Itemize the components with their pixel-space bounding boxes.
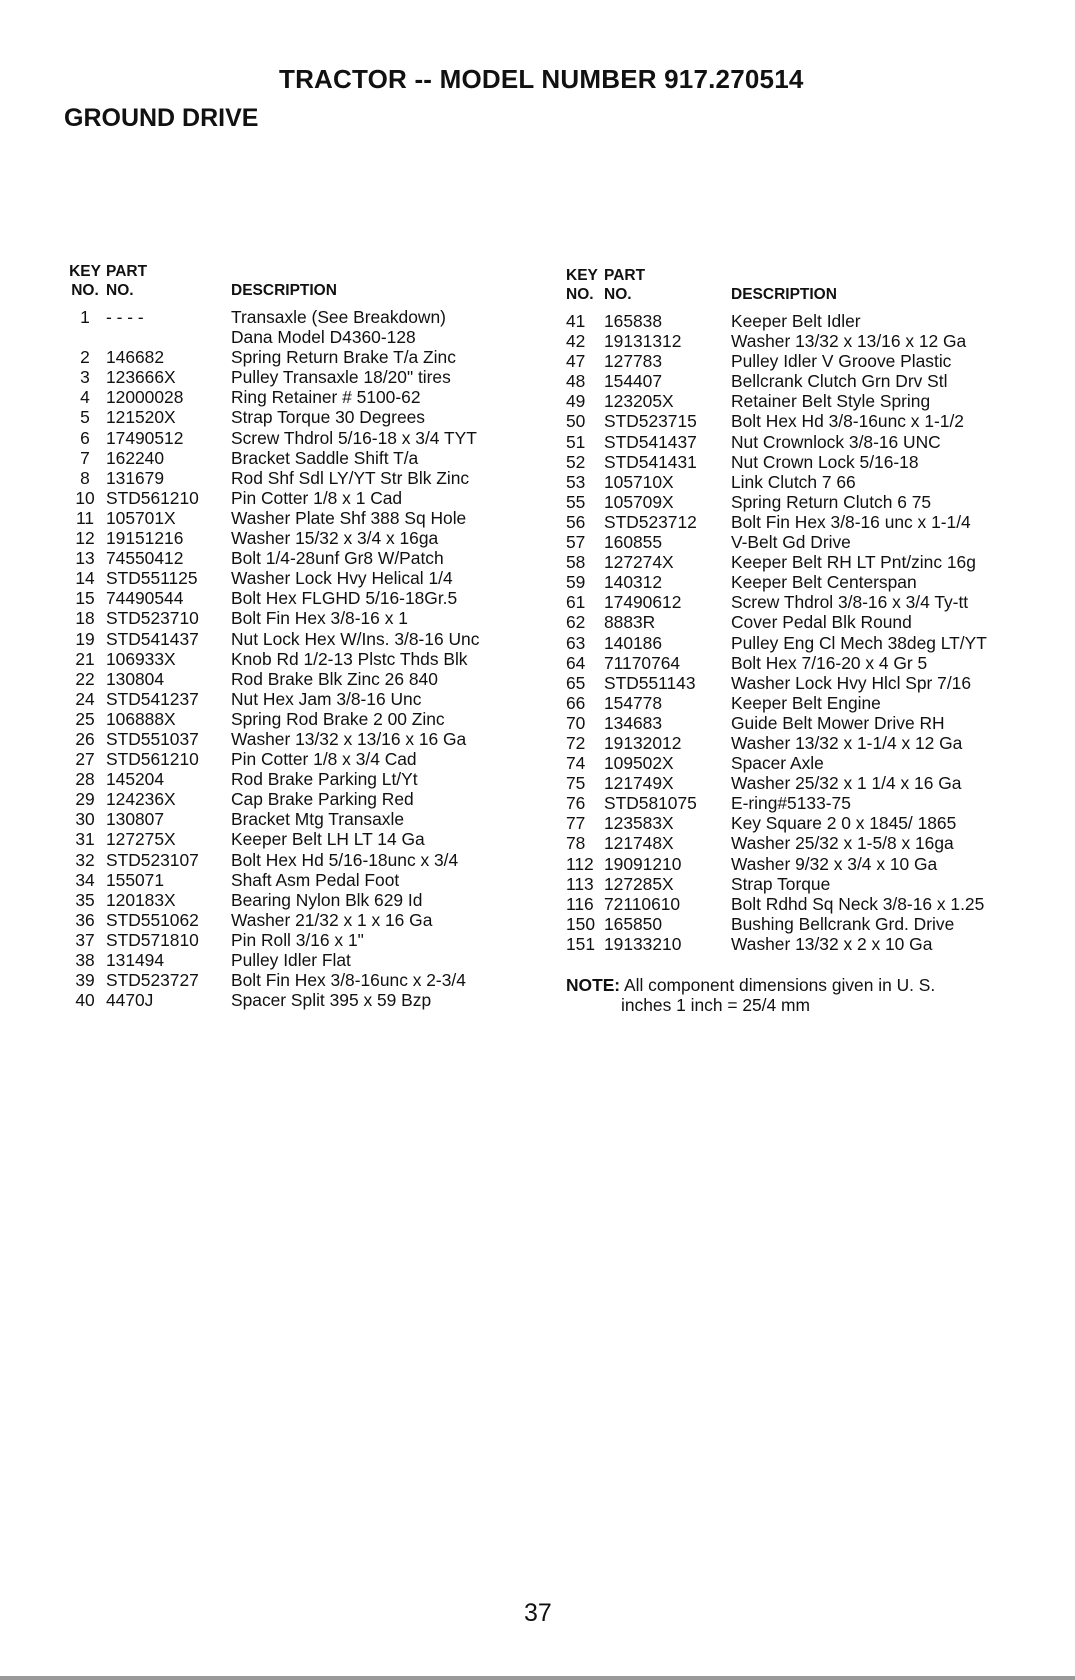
part-number: 19091210 xyxy=(604,853,682,874)
table-row xyxy=(566,713,1021,733)
section-title: GROUND DRIVE xyxy=(64,104,259,132)
key-number: 28 xyxy=(75,769,95,790)
table-row xyxy=(566,773,1021,793)
part-description: Bolt 1/4-28unf Gr8 W/Patch xyxy=(231,548,444,569)
part-number: STD523107 xyxy=(106,849,199,870)
part-description: Rod Brake Blk Zinc 26 840 xyxy=(231,668,438,689)
part-description: Pulley Eng Cl Mech 38deg LT/YT xyxy=(731,632,987,653)
key-number: 30 xyxy=(75,809,95,830)
part-number: 19132012 xyxy=(604,732,682,753)
key-number: 47 xyxy=(566,351,586,372)
part-number: 127783 xyxy=(604,351,663,372)
part-number: STD523710 xyxy=(106,608,199,629)
note-line-1: All component dimensions given in U. S. xyxy=(623,975,936,995)
key-number: 25 xyxy=(75,708,95,729)
table-row xyxy=(566,894,1021,914)
part-number: 121748X xyxy=(604,833,674,854)
table-row xyxy=(64,407,531,427)
part-number: 71170764 xyxy=(604,652,681,673)
table-row xyxy=(566,432,1021,452)
table-row xyxy=(566,693,1021,713)
part-number: 19151216 xyxy=(106,528,184,549)
key-number: 58 xyxy=(566,552,586,573)
key-number: 29 xyxy=(75,789,95,810)
key-number: 53 xyxy=(566,471,586,492)
part-number: STD551062 xyxy=(106,909,199,930)
part-description: Spring Return Brake T/a Zinc xyxy=(231,347,456,368)
key-no-header: KEY xyxy=(69,263,101,280)
part-number: STD561210 xyxy=(106,487,199,508)
key-number: 27 xyxy=(75,749,95,770)
part-description: Spring Rod Brake 2 00 Zinc xyxy=(231,708,445,729)
key-number: 11 xyxy=(75,507,95,528)
table-row xyxy=(566,391,1021,411)
part-description: Retainer Belt Style Spring xyxy=(731,391,931,412)
part-number: 127274X xyxy=(604,552,674,573)
table-row xyxy=(64,588,531,608)
table-row xyxy=(566,452,1021,472)
table-row xyxy=(566,331,1021,351)
part-description: Washer 21/32 x 1 x 16 Ga xyxy=(231,909,433,930)
table-row xyxy=(566,874,1021,894)
part-number: 17490612 xyxy=(604,592,682,613)
key-number: 70 xyxy=(566,712,586,733)
part-description: Pulley Idler Flat xyxy=(231,950,351,970)
description-header: DESCRIPTION xyxy=(731,286,837,303)
part-description: Bolt Hex FLGHD 5/16-18Gr.5 xyxy=(231,588,458,609)
table-row xyxy=(64,729,531,749)
part-description: Keeper Belt Engine xyxy=(731,692,881,713)
description-header: DESCRIPTION xyxy=(231,282,337,299)
table-row xyxy=(64,990,531,1010)
part-description: Link Clutch 7 66 xyxy=(731,471,856,492)
part-number: 12000028 xyxy=(106,387,184,408)
table-row xyxy=(64,548,531,568)
key-number: 151 xyxy=(566,933,596,954)
key-number: 74 xyxy=(566,753,586,774)
part-number: 145204 xyxy=(106,769,165,790)
table-row xyxy=(64,669,531,689)
part-description: Washer 13/32 x 2 x 10 Ga xyxy=(731,933,933,954)
key-number: 39 xyxy=(75,970,95,991)
part-number: 165838 xyxy=(604,311,663,331)
key-number: 57 xyxy=(566,532,586,553)
table-row xyxy=(64,970,531,990)
part-description: Pin Cotter 1/8 x 1 Cad xyxy=(231,487,403,508)
part-number: 19131312 xyxy=(604,331,682,352)
part-description: Bolt Hex 7/16-20 x 4 Gr 5 xyxy=(731,652,928,673)
table-row xyxy=(566,472,1021,492)
key-number: 31 xyxy=(75,829,95,850)
part-number xyxy=(106,327,231,347)
table-row xyxy=(64,568,531,588)
table-row xyxy=(566,572,1021,592)
note-label: NOTE: xyxy=(566,975,621,995)
part-number: 124236X xyxy=(106,789,176,810)
part-description: Bushing Bellcrank Grd. Drive xyxy=(731,913,955,934)
part-number: 154407 xyxy=(604,371,663,392)
table-row xyxy=(566,753,1021,773)
key-number: 8 xyxy=(80,467,90,488)
part-description: Washer Lock Hvy Hlcl Spr 7/16 xyxy=(731,672,972,693)
key-number: 150 xyxy=(566,913,596,934)
key-number: 32 xyxy=(75,849,95,870)
table-row xyxy=(64,508,531,528)
part-description: Pin Roll 3/16 x 1" xyxy=(231,929,364,950)
key-number: 75 xyxy=(566,773,586,794)
part-description: Keeper Belt RH LT Pnt/zinc 16g xyxy=(731,552,976,573)
key-number: 41 xyxy=(566,311,586,331)
part-description: Washer 13/32 x 13/16 x 16 Ga xyxy=(231,728,467,749)
table-row xyxy=(64,468,531,488)
parts-list-right xyxy=(566,311,1021,954)
part-number: 105701X xyxy=(106,507,176,528)
key-number: 10 xyxy=(75,487,95,508)
parts-list-left xyxy=(64,307,531,1010)
table-row xyxy=(566,793,1021,813)
key-number: 24 xyxy=(75,688,95,709)
key-number: 66 xyxy=(566,692,586,713)
part-description: E-ring#5133-75 xyxy=(731,793,851,814)
table-row xyxy=(64,809,531,829)
table-row xyxy=(566,592,1021,612)
table-row xyxy=(64,850,531,870)
key-number: 49 xyxy=(566,391,586,412)
part-number: 109502X xyxy=(604,753,674,774)
key-number: 64 xyxy=(566,652,586,673)
part-description: Bracket Saddle Shift T/a xyxy=(231,447,419,468)
part-number: STD541237 xyxy=(106,688,199,709)
table-row xyxy=(64,629,531,649)
part-description: Bolt Hex Hd 3/8-16unc x 1-1/2 xyxy=(731,411,964,432)
table-row xyxy=(64,689,531,709)
key-number: 59 xyxy=(566,572,586,593)
table-row xyxy=(64,649,531,669)
table-row xyxy=(64,789,531,809)
part-number: 155071 xyxy=(106,869,165,890)
table-header-row xyxy=(566,285,1021,311)
part-description: Nut Hex Jam 3/8-16 Unc xyxy=(231,688,422,709)
page-title: TRACTOR -- MODEL NUMBER 917.270514 xyxy=(279,64,804,94)
key-number: 35 xyxy=(75,889,95,910)
table-row xyxy=(566,532,1021,552)
part-number: 131494 xyxy=(106,950,165,970)
table-row xyxy=(566,552,1021,572)
part-number: STD523712 xyxy=(604,511,697,532)
key-number: 48 xyxy=(566,371,586,392)
part-number: STD571810 xyxy=(106,929,199,950)
table-row xyxy=(566,311,1021,331)
part-number: 106933X xyxy=(106,648,176,669)
key-no-header: NO. xyxy=(71,282,99,299)
table-row xyxy=(64,307,531,327)
dimension-note xyxy=(566,975,1006,1015)
part-no-header: PART xyxy=(106,263,148,280)
key-number: 1 xyxy=(80,307,90,327)
key-number: 55 xyxy=(566,491,586,512)
table-row xyxy=(64,528,531,548)
key-number: 13 xyxy=(75,548,95,569)
key-number: 5 xyxy=(80,407,90,428)
part-description: Screw Thdrol 5/16-18 x 3/4 TYT xyxy=(231,427,477,448)
note-line-2: inches 1 inch = 25/4 mm xyxy=(621,995,810,1015)
key-number: 72 xyxy=(566,732,586,753)
part-number: 121749X xyxy=(604,773,674,794)
part-description: Pulley Transaxle 18/20" tires xyxy=(231,367,451,388)
key-number: 22 xyxy=(75,668,95,689)
part-number: 123205X xyxy=(604,391,674,412)
table-row xyxy=(64,327,531,347)
key-number: 19 xyxy=(75,628,95,649)
part-description: Washer 25/32 x 1 1/4 x 16 Ga xyxy=(731,773,962,794)
part-description: Dana Model D4360-128 xyxy=(231,327,416,348)
part-description: Bolt Fin Hex 3/8-16unc x 2-3/4 xyxy=(231,970,466,991)
key-number: 21 xyxy=(75,648,95,669)
key-number: 18 xyxy=(75,608,95,629)
part-number: STD541437 xyxy=(604,431,697,452)
part-description: Spring Return Clutch 6 75 xyxy=(731,491,932,512)
part-number: STD551125 xyxy=(106,568,198,589)
key-number: 2 xyxy=(80,347,90,368)
part-description: Strap Torque xyxy=(731,873,831,894)
part-number: 17490512 xyxy=(106,427,184,448)
key-number: 12 xyxy=(75,528,95,549)
part-number: 19133210 xyxy=(604,933,682,954)
part-description: Cover Pedal Blk Round xyxy=(731,612,912,633)
table-row xyxy=(64,950,531,970)
table-row xyxy=(64,930,531,950)
part-number: 106888X xyxy=(106,708,176,729)
table-row xyxy=(64,428,531,448)
key-number: 3 xyxy=(80,367,90,388)
key-number: 61 xyxy=(566,592,586,613)
part-description: Pulley Idler V Groove Plastic xyxy=(731,351,952,372)
part-number: STD523727 xyxy=(106,970,199,991)
table-row xyxy=(64,367,531,387)
key-number: 51 xyxy=(566,431,586,452)
key-number: 14 xyxy=(75,568,95,589)
table-row xyxy=(64,829,531,849)
part-description: Washer 15/32 x 3/4 x 16ga xyxy=(231,528,439,549)
part-number: STD561210 xyxy=(106,749,199,770)
table-row xyxy=(566,512,1021,532)
table-row xyxy=(566,813,1021,833)
key-number: 42 xyxy=(566,331,586,352)
part-description: Keeper Belt Idler xyxy=(731,311,861,331)
key-number: 50 xyxy=(566,411,586,432)
part-description: Washer Plate Shf 388 Sq Hole xyxy=(231,507,467,528)
table-row xyxy=(64,608,531,628)
part-number: 72110610 xyxy=(604,893,681,914)
part-number: 120183X xyxy=(106,889,176,910)
part-number: 127275X xyxy=(106,829,176,850)
key-number: 7 xyxy=(80,447,90,468)
table-row xyxy=(566,914,1021,934)
key-no-header: KEY xyxy=(566,267,598,284)
part-description: Washer Lock Hvy Helical 1/4 xyxy=(231,568,453,589)
table-row xyxy=(566,653,1021,673)
part-description: Strap Torque 30 Degrees xyxy=(231,407,425,428)
part-description: Spacer Split 395 x 59 Bzp xyxy=(231,990,432,1011)
table-row xyxy=(566,612,1021,632)
part-number: 130807 xyxy=(106,809,165,830)
table-header-row xyxy=(566,266,1021,285)
part-number: 131679 xyxy=(106,467,165,488)
part-description: Washer 13/32 x 1-1/4 x 12 Ga xyxy=(731,732,963,753)
key-number: 113 xyxy=(566,873,594,894)
part-number: 134683 xyxy=(604,712,663,733)
part-number: STD551037 xyxy=(106,728,199,749)
table-row xyxy=(64,448,531,468)
part-number: 123666X xyxy=(106,367,176,388)
part-number: 160855 xyxy=(604,532,663,553)
part-number: - - - - xyxy=(106,307,144,327)
part-description: Ring Retainer # 5100-62 xyxy=(231,387,421,408)
part-no-header: NO. xyxy=(106,282,134,299)
part-description: Nut Lock Hex W/Ins. 3/8-16 Unc xyxy=(231,628,480,649)
key-number: 34 xyxy=(75,869,95,890)
table-row xyxy=(566,673,1021,693)
key-number: 56 xyxy=(566,511,586,532)
part-number: 165850 xyxy=(604,913,663,934)
part-number: STD541431 xyxy=(604,451,697,472)
key-number: 26 xyxy=(75,728,95,749)
part-number: 140312 xyxy=(604,572,663,593)
part-description: V-Belt Gd Drive xyxy=(731,532,851,553)
key-number: 78 xyxy=(566,833,586,854)
part-description: Bellcrank Clutch Grn Drv Stl xyxy=(731,371,948,392)
part-number: 121520X xyxy=(106,407,176,428)
part-description: Bolt Rdhd Sq Neck 3/8-16 x 1.25 xyxy=(731,893,985,914)
table-row xyxy=(64,769,531,789)
part-number: 127285X xyxy=(604,873,674,894)
part-number: 130804 xyxy=(106,668,165,689)
key-number xyxy=(64,327,106,347)
description-header-spacer xyxy=(231,262,531,281)
part-description: Washer 25/32 x 1-5/8 x 16ga xyxy=(731,833,954,854)
part-description: Bearing Nylon Blk 629 Id xyxy=(231,889,423,910)
table-row xyxy=(64,387,531,407)
part-description: Guide Belt Mower Drive RH xyxy=(731,712,945,733)
description-header-spacer xyxy=(731,266,1021,285)
table-row xyxy=(64,870,531,890)
parts-table-right xyxy=(566,266,1021,954)
page-number: 37 xyxy=(524,1599,552,1627)
part-number: 123583X xyxy=(604,813,674,834)
part-description: Rod Shf Sdl LY/YT Str Blk Zinc xyxy=(231,467,470,488)
part-description: Bracket Mtg Transaxle xyxy=(231,809,405,830)
part-number: STD551143 xyxy=(604,672,696,693)
table-row xyxy=(64,749,531,769)
part-number: 105710X xyxy=(604,471,674,492)
table-row xyxy=(566,633,1021,653)
key-number: 37 xyxy=(75,929,95,950)
table-row xyxy=(566,833,1021,853)
table-row xyxy=(64,890,531,910)
key-number: 63 xyxy=(566,632,586,653)
part-number: STD581075 xyxy=(604,793,697,814)
part-description: Rod Brake Parking Lt/Yt xyxy=(231,769,418,790)
table-row xyxy=(566,492,1021,512)
parts-table-left xyxy=(64,262,531,1010)
part-description: Spacer Axle xyxy=(731,753,824,774)
part-description: Pin Cotter 1/8 x 3/4 Cad xyxy=(231,749,417,770)
table-header-row xyxy=(64,281,531,307)
key-number: 112 xyxy=(566,853,594,874)
part-number: STD541437 xyxy=(106,628,199,649)
key-number: 4 xyxy=(80,387,90,408)
part-no-header: NO. xyxy=(604,286,632,303)
key-number: 6 xyxy=(80,427,90,448)
key-number: 65 xyxy=(566,672,586,693)
table-row xyxy=(566,411,1021,431)
key-number: 77 xyxy=(566,813,586,834)
table-row xyxy=(64,347,531,367)
table-row xyxy=(64,488,531,508)
table-row xyxy=(566,351,1021,371)
key-no-header: NO. xyxy=(566,286,594,303)
part-description: Washer 9/32 x 3/4 x 10 Ga xyxy=(731,853,938,874)
table-row xyxy=(64,709,531,729)
table-row xyxy=(566,733,1021,753)
part-number: 105709X xyxy=(604,491,674,512)
table-header-row xyxy=(64,262,531,281)
part-number: STD523715 xyxy=(604,411,697,432)
key-number: 76 xyxy=(566,793,586,814)
part-number: 8883R xyxy=(604,612,656,633)
part-description: Washer 13/32 x 13/16 x 12 Ga xyxy=(731,331,967,352)
part-description: Nut Crown Lock 5/16-18 xyxy=(731,451,919,472)
table-row xyxy=(566,371,1021,391)
part-number: 162240 xyxy=(106,447,165,468)
key-number: 116 xyxy=(566,893,594,914)
part-number: 74490544 xyxy=(106,588,184,609)
key-number: 62 xyxy=(566,612,586,633)
key-number: 52 xyxy=(566,451,586,472)
table-row xyxy=(64,910,531,930)
part-number: 140186 xyxy=(604,632,663,653)
part-description: Keeper Belt Centerspan xyxy=(731,572,917,593)
part-description: Cap Brake Parking Red xyxy=(231,789,414,810)
part-number: 146682 xyxy=(106,347,165,368)
key-number: 38 xyxy=(75,950,95,970)
part-description: Shaft Asm Pedal Foot xyxy=(231,869,400,890)
part-description: Bolt Fin Hex 3/8-16 unc x 1-1/4 xyxy=(731,511,971,532)
part-description: Keeper Belt LH LT 14 Ga xyxy=(231,829,425,850)
table-row xyxy=(566,934,1021,954)
part-description: Key Square 2 0 x 1845/ 1865 xyxy=(731,813,957,834)
part-no-header: PART xyxy=(604,267,646,284)
part-description: Screw Thdrol 3/8-16 x 3/4 Ty-tt xyxy=(731,592,969,613)
part-description: Bolt Hex Hd 5/16-18unc x 3/4 xyxy=(231,849,459,870)
table-row xyxy=(566,854,1021,874)
part-number: 74550412 xyxy=(106,548,184,569)
part-description: Bolt Fin Hex 3/8-16 x 1 xyxy=(231,608,408,629)
part-description: Knob Rd 1/2-13 Plstc Thds Blk xyxy=(231,648,468,669)
key-number: 40 xyxy=(75,990,95,1011)
part-description: Nut Crownlock 3/8-16 UNC xyxy=(731,431,941,452)
part-description: Transaxle (See Breakdown) xyxy=(231,307,446,327)
key-number: 36 xyxy=(75,909,95,930)
key-number: 15 xyxy=(75,588,95,609)
scan-edge-divider xyxy=(0,1676,1075,1680)
part-number: 4470J xyxy=(106,990,154,1011)
part-number: 154778 xyxy=(604,692,663,713)
